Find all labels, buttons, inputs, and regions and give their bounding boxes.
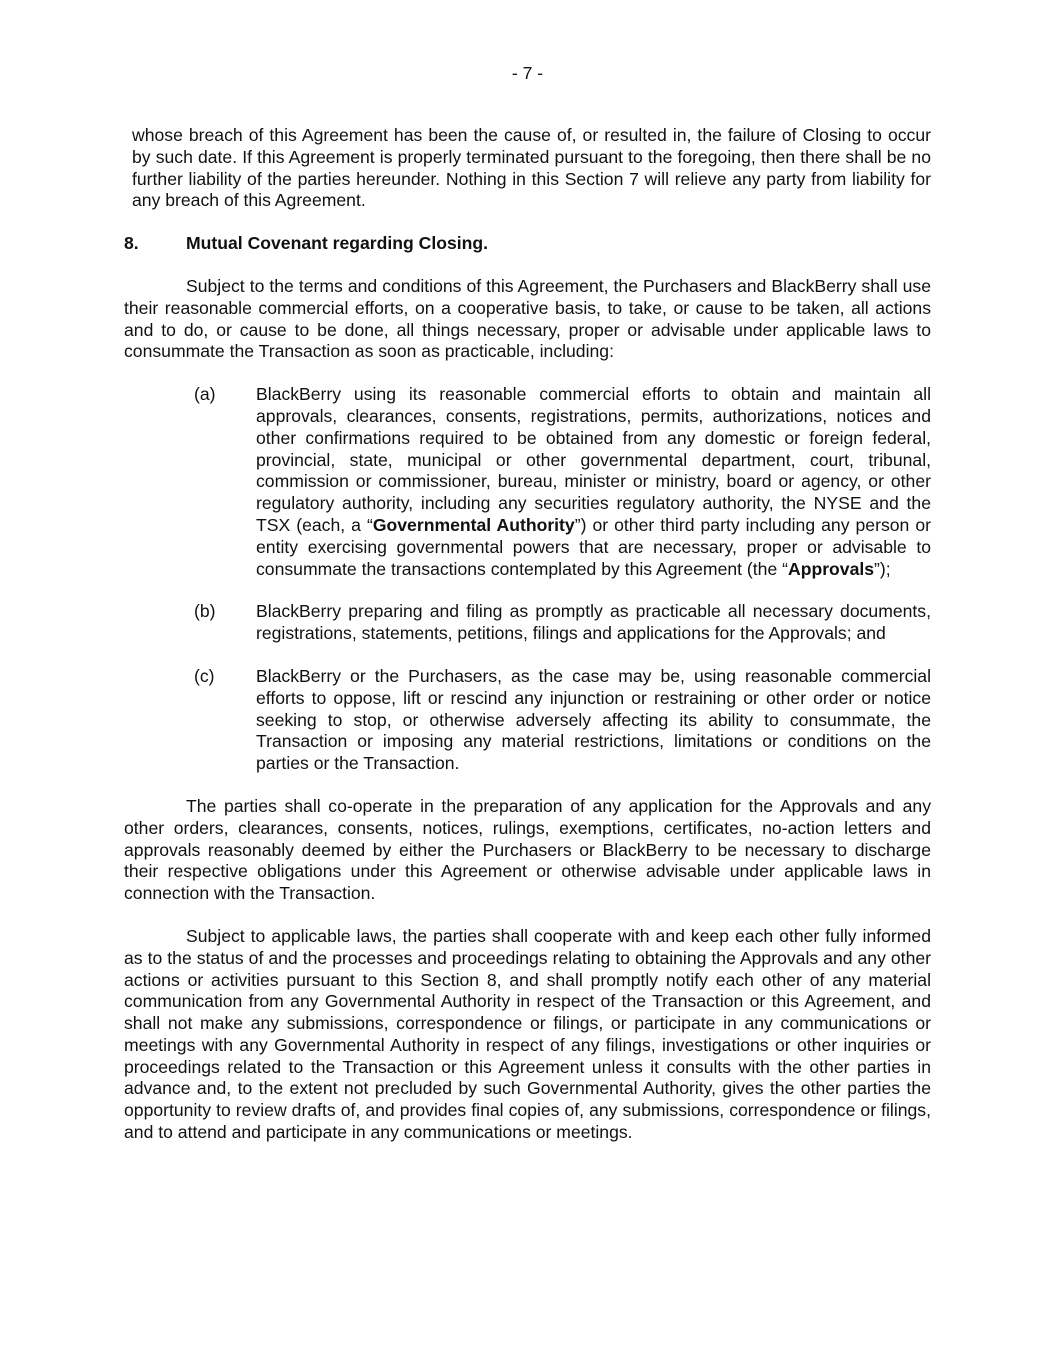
list-item-b — [124, 601, 931, 645]
defined-term-approvals: Approvals — [788, 558, 875, 579]
cooperation-paragraph: The parties shall co-operate in the preparation of any application for the Approvals and any other orders, clearances, consents, notices, rulings, exemptions, certificates, no-action letters and approvals reasonably deemed by either the Purchasers or BlackBerry to be necessary to discharge their respective obligations under this Agreement or otherwise advisable under applicable laws in connection with the Transaction. — [124, 795, 931, 904]
intro-paragraph: Subject to the terms and conditions of this Agreement, the Purchasers and BlackBerry shall use their reasonable commercial efforts, on a cooperative basis, to take, or cause to be taken, all actions and to do, or cause to be done, all things necessary, proper or advisable under applicable laws to consummate the Transaction as soon as practicable, including: — [124, 275, 931, 362]
list-text-segment: ”) or other third party including any person or entity exercising governmental powers that are necessary, proper or advisable to consummate the transactions contemplated by this Agreement (the “ — [256, 514, 931, 579]
list-item-c — [124, 666, 931, 775]
section-number: 8. — [124, 233, 139, 254]
document-body — [124, 125, 931, 1144]
list-label: (c) — [194, 665, 215, 686]
page-number: - 7 - — [511, 63, 544, 83]
section-heading — [124, 233, 931, 255]
information-paragraph: Subject to applicable laws, the parties shall cooperate with and keep each other fully informed as to the status of and the processes and proceedings relating to obtaining the Approvals and any other actions or activities pursuant to this Section 8, and shall promptly notify each other of any material communication from any Governmental Authority in respect of the Transaction or this Agreement, and shall not make any submissions, correspondence or filings, or participate in any communications or meetings with any Governmental Authority in respect of any filings, investigations or other inquiries or proceedings related to the Transaction or this Agreement unless it consults with the other parties in advance and, to the extent not precluded by such Governmental Authority, gives the other parties the opportunity to review drafts of, and provides final copies of, any submissions, correspondence or filings, and to attend and participate in any communications or meetings. — [124, 925, 931, 1143]
list-text: BlackBerry or the Purchasers, as the case may be, using reasonable commercial efforts to oppose, lift or rescind any injunction or restraining or other order or notice seeking to stop, or otherwise adversely affecting its ability to consummate, the Transaction or imposing any material restrictions, limitations or conditions on the parties or the Transaction. — [256, 665, 931, 774]
carryover-paragraph: whose breach of this Agreement has been the cause of, or resulted in, the failure of Closing to occur by such date. If this Agreement is properly terminated pursuant to the foregoing, then there shall be no further liability of the parties hereunder. Nothing in this Section 7 will relieve any party from liability for any breach of this Agreement. — [132, 125, 931, 211]
list-item-a — [124, 384, 931, 580]
list-label: (a) — [194, 384, 216, 405]
section-title: Mutual Covenant regarding Closing. — [186, 233, 489, 254]
list-label: (b) — [194, 601, 216, 622]
list-text-segment: BlackBerry using its reasonable commercial efforts to obtain and maintain all approvals, clearances, consents, registrations, permits, authorizations, notices and other confirmations required to be obtained from any domestic or foreign federal, provincial, state, municipal or other governmental department, court, tribunal, commission or commissioner, bureau, minister or ministry, board or agency, or other regulatory authority, including any securities regulatory authority, the NYSE and the TSX (each, a “ — [256, 384, 931, 535]
list-text-segment: ”); — [874, 558, 891, 579]
list-text: BlackBerry preparing and filing as promptly as practicable all necessary documents, registrations, statements, petitions, filings and applications for the Approvals; and — [256, 601, 931, 644]
defined-term-governmental-authority: Governmental Authority — [372, 514, 575, 535]
list-text — [256, 384, 931, 580]
